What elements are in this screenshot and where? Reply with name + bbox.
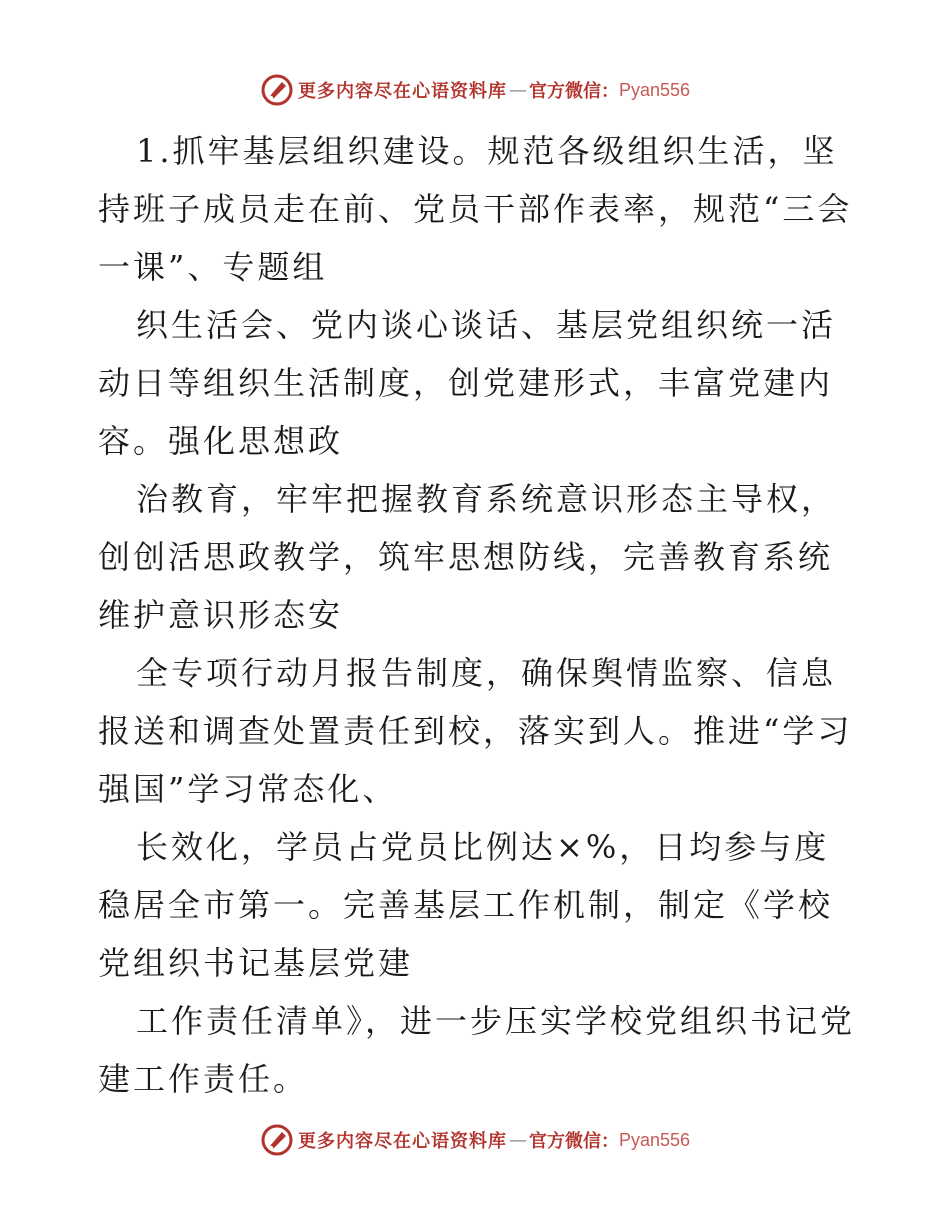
paragraph-3: 治教育，牢牢把握教育系统意识形态主导权，创创活思政教学，筑牢思想防线，完善教育系统维护意识形态安 [98,480,837,634]
pen-nib-logo-icon [260,1123,294,1157]
paragraph-6: 工作责任清单》，进一步压实学校党组织书记党建工作责任。 [98,1002,856,1098]
footer-watermark [0,1120,950,1160]
document-body [98,122,858,1108]
paragraph-5: 长效化，学员占党员比例达×%，日均参与度稳居全市第一。完善基层工作机制，制定《学校党组织书记基层党建 [98,828,834,982]
watermark-separator: — [508,79,527,101]
pen-nib-logo-icon [260,73,294,107]
watermark-separator: — [508,1129,527,1151]
watermark-wechat-label: 官方微信： [528,1131,619,1152]
header-watermark [0,70,950,110]
watermark-site-text: 更多内容尽在心语资料库 [297,1131,507,1152]
watermark-wechat-id: Pyan556 [618,79,691,100]
watermark-site-text: 更多内容尽在心语资料库 [297,81,507,102]
paragraph-2: 织生活会、党内谈心谈话、基层党组织统一活动日等组织生活制度，创党建形式，丰富党建内容。强化思想政 [98,306,837,460]
watermark-wechat-label: 官方微信： [528,81,619,102]
watermark-wechat-id: Pyan556 [618,1129,691,1150]
paragraph-1: 1.抓牢基层组织建设。规范各级组织生活，坚持班子成员走在前、党员干部作表率，规范“三会一课”、专题组 [98,132,853,286]
paragraph-4: 全专项行动月报告制度，确保舆情监察、信息报送和调查处置责任到校，落实到人。推进“学习强国”学习常态化、 [98,654,853,808]
